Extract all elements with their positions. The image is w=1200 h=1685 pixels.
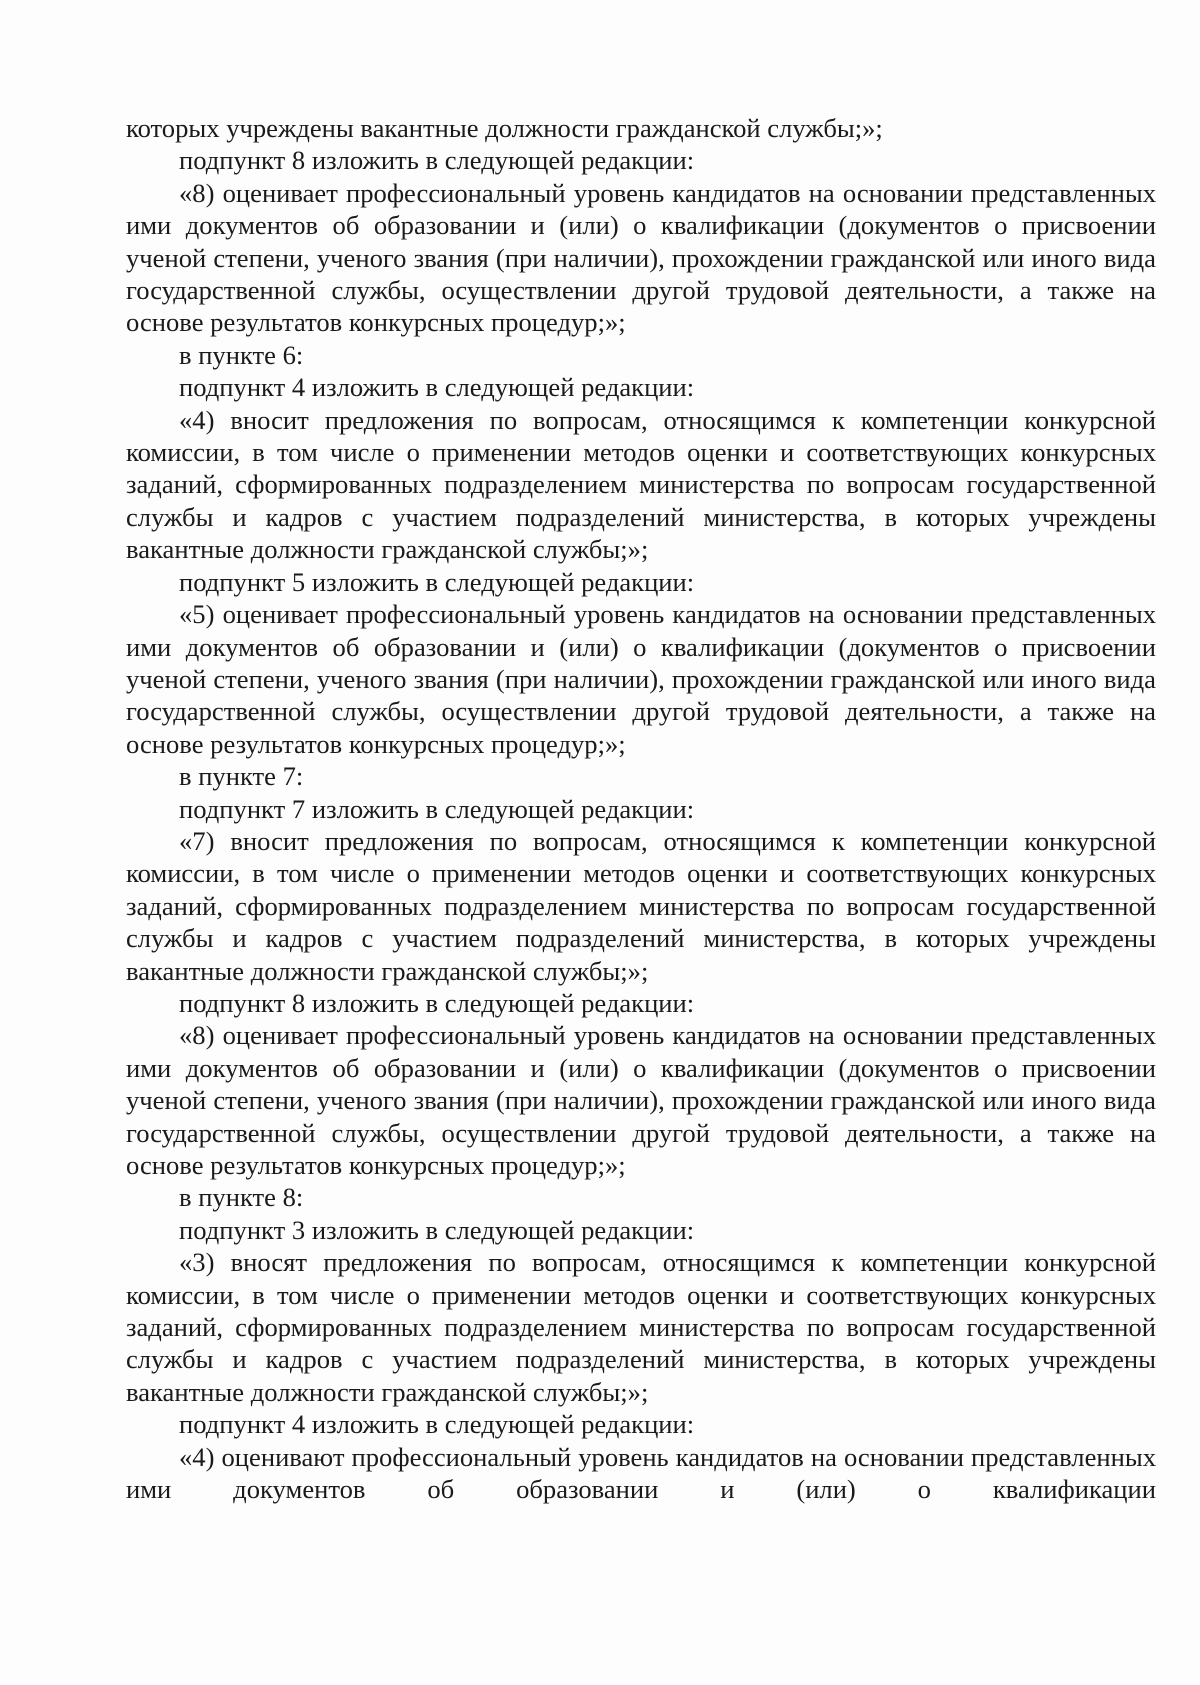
paragraph-13: «8) оценивает профессиональный уровень кандидатов на основании представленных ими документов об образовании и (или) о квалификации (документов о присвоении ученой степени, ученого звания (при наличии), прохождении гражданской или иного вида государственной службы, осуществлении другой трудовой деятельности, а также на основе результатов конкурсных процедур;»; <box>126 1020 1156 1180</box>
paragraph-2: подпункт 8 изложить в следующей редакции: <box>179 145 695 176</box>
paragraph-9: в пункте 7: <box>179 761 304 792</box>
paragraph-6: «4) вносит предложения по вопросам, относящимся к компетенции конкурсной комиссии, в том числе о применении методов оценки и соответствующих конкурсных заданий, сформированных подразделением министерства по вопросам государственной службы и кадров с участием подразделений министерства, в которых учреждены вакантные должности гражданской службы;»; <box>126 404 1156 565</box>
paragraph-12: подпункт 8 изложить в следующей редакции: <box>179 987 695 1018</box>
paragraph-14: в пункте 8: <box>179 1182 304 1213</box>
paragraph-10: подпункт 7 изложить в следующей редакции: <box>179 793 695 824</box>
paragraph-8: «5) оценивает профессиональный уровень кандидатов на основании представленных ими документов об образовании и (или) о квалификации (документов о присвоении ученой степени, ученого звания (при наличии), прохождении гражданской или иного вида государственной службы, осуществлении другой трудовой деятельности, а также на основе результатов конкурсных процедур;»; <box>126 599 1156 759</box>
paragraph-7: подпункт 5 изложить в следующей редакции: <box>179 566 695 597</box>
paragraph-15: подпункт 3 изложить в следующей редакции: <box>179 1214 695 1245</box>
paragraph-17: подпункт 4 изложить в следующей редакции: <box>179 1409 695 1440</box>
paragraph-11: «7) вносит предложения по вопросам, относящимся к компетенции конкурсной комиссии, в том числе о применении методов оценки и соответствующих конкурсных заданий, сформированных подразделением министерства по вопросам государственной службы и кадров с участием подразделений министерства, в которых учреждены вакантные должности гражданской службы;»; <box>126 825 1156 986</box>
paragraph-18: «4) оценивают профессиональный уровень кандидатов на основании представленных ими документов об образовании и (или) о квалификации <box>126 1441 1156 1505</box>
paragraph-3: «8) оценивает профессиональный уровень кандидатов на основании представленных ими документов об образовании и (или) о квалификации (документов о присвоении ученой степени, ученого звания (при наличии), прохождении гражданской или иного вида государственной службы, осуществлении другой трудовой деятельности, а также на основе результатов конкурсных процедур;»; <box>126 177 1156 338</box>
document-body <box>126 112 1156 1505</box>
paragraph-16: «3) вносят предложения по вопросам, относящимся к компетенции конкурсной комиссии, в том числе о применении методов оценки и соответствующих конкурсных заданий, сформированных подразделением министерства по вопросам государственной службы и кадров с участием подразделений министерства, в которых учреждены вакантные должности гражданской службы;»; <box>126 1247 1156 1407</box>
paragraph-1: которых учреждены вакантные должности гражданской службы;»; <box>126 113 883 143</box>
paragraph-5: подпункт 4 изложить в следующей редакции: <box>179 372 695 403</box>
paragraph-4: в пункте 6: <box>179 339 304 370</box>
